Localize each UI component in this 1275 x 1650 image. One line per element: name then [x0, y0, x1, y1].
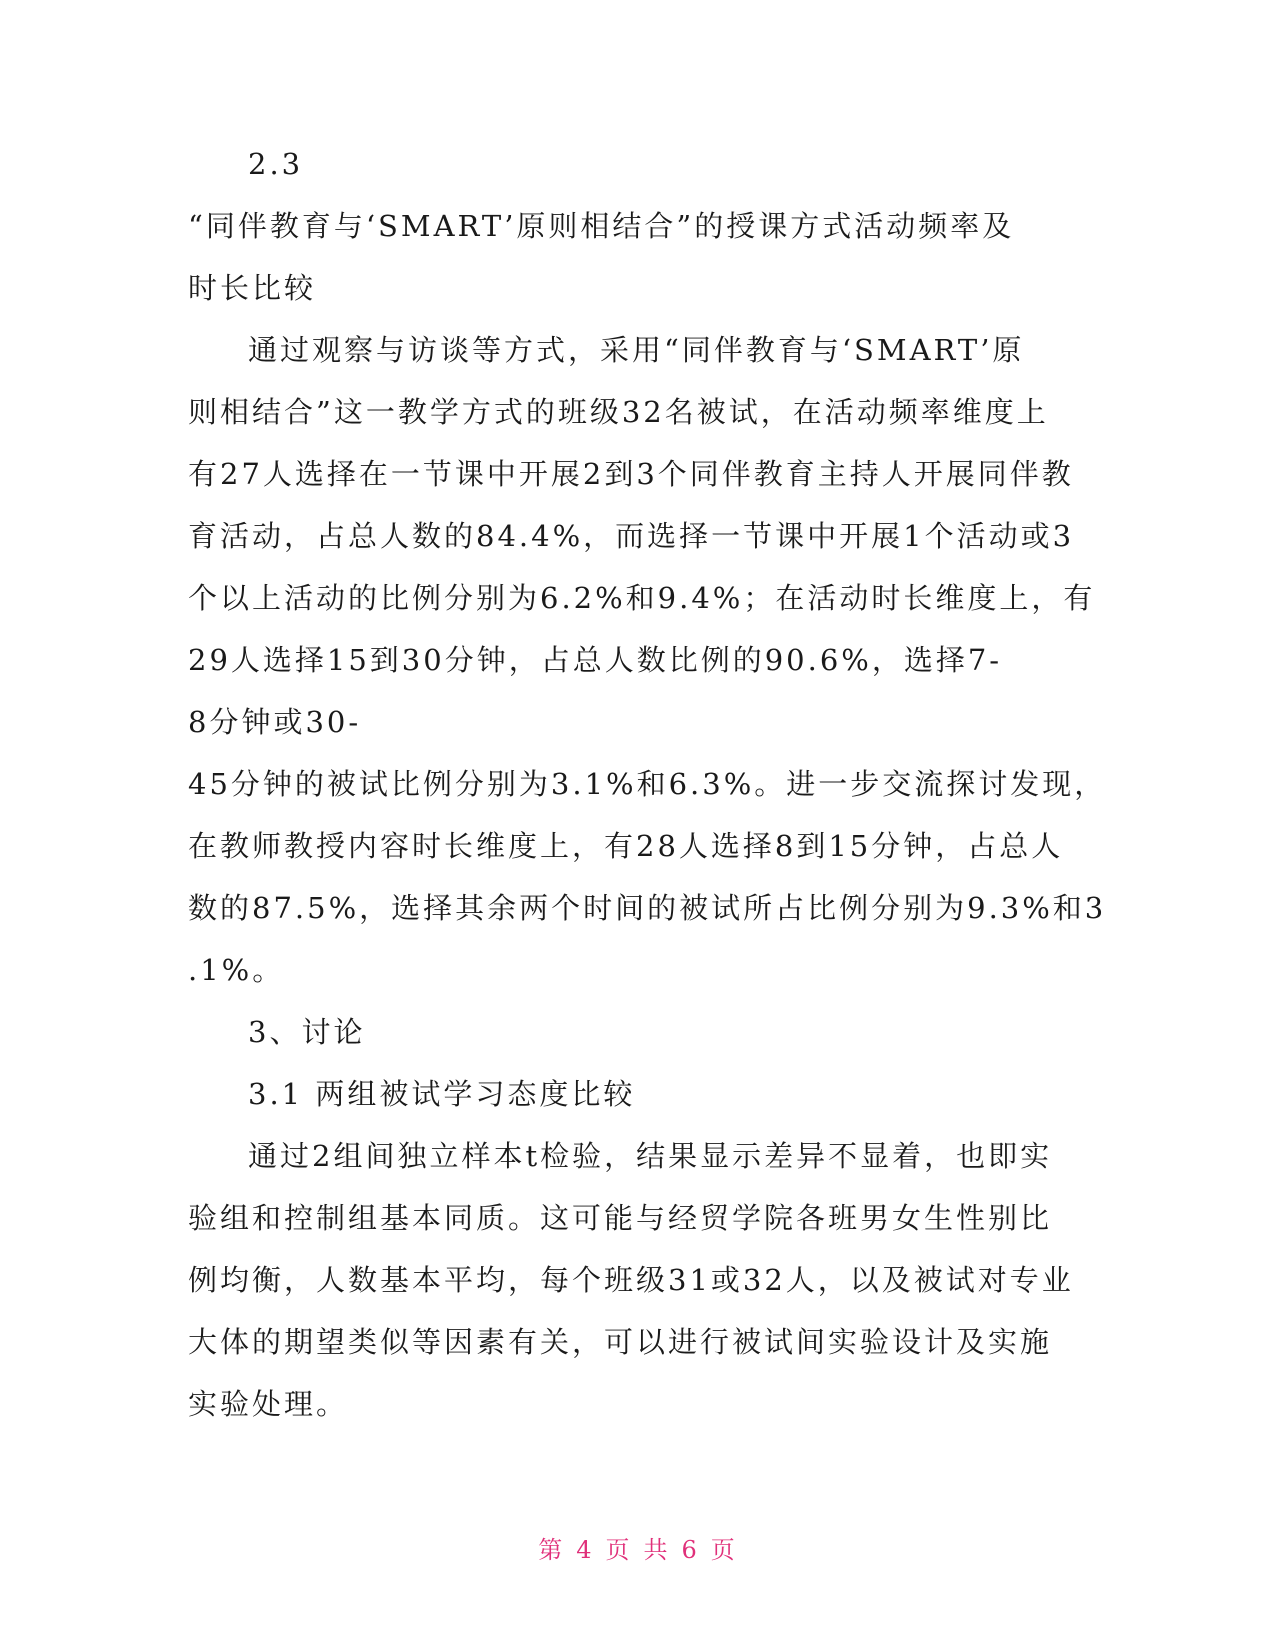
- paragraph-line: 29人选择15到30分钟，占总人数比例的90.6%，选择7-: [188, 643, 1003, 677]
- paragraph-line: 育活动，占总人数的84.4%，而选择一节课中开展1个活动或3: [188, 519, 1075, 553]
- section-heading-number: 2.3: [248, 147, 304, 181]
- paragraph-line: 例均衡，人数基本平均，每个班级31或32人，以及被试对专业: [188, 1263, 1074, 1297]
- paragraph-line: 有27人选择在一节课中开展2到3个同伴教育主持人开展同伴教: [188, 457, 1074, 491]
- footer-total-pages: 6: [681, 1536, 699, 1564]
- paragraph-line: 验组和控制组基本同质。这可能与经贸学院各班男女生性别比: [188, 1201, 1053, 1235]
- paragraph-line: 则相结合”这一教学方式的班级32名被试，在活动频率维度上: [188, 395, 1049, 429]
- paragraph-line: 数的87.5%，选择其余两个时间的被试所占比例分别为9.3%和3: [188, 891, 1107, 925]
- section-heading-line: “同伴教育与‘SMART’原则相结合”的授课方式活动频率及: [188, 209, 1015, 243]
- paragraph-line: 通过2组间独立样本t检验，结果显示差异不显着，也即实: [248, 1139, 1053, 1173]
- footer-current-page: 4: [576, 1536, 594, 1564]
- paragraph-line: .1%。: [188, 953, 285, 987]
- footer-page-label: 页: [605, 1536, 632, 1564]
- footer-total-suffix: 页: [710, 1536, 737, 1564]
- subsection-heading: 3.1 两组被试学习态度比较: [248, 1077, 636, 1111]
- paragraph-line: 大体的期望类似等因素有关，可以进行被试间实验设计及实施: [188, 1325, 1053, 1359]
- paragraph-line: 8分钟或30-: [188, 705, 362, 739]
- section-heading-line: 时长比较: [188, 271, 317, 305]
- footer-prefix: 第: [538, 1536, 565, 1564]
- paragraph-line: 通过观察与访谈等方式，采用“同伴教育与‘SMART’原: [248, 333, 1025, 367]
- footer-total-prefix: 共: [643, 1536, 670, 1564]
- paragraph-line: 在教师教授内容时长维度上，有28人选择8到15分钟，占总人: [188, 829, 1064, 863]
- page-footer: [0, 1530, 1275, 1565]
- paragraph-line: 实验处理。: [188, 1387, 349, 1421]
- section-heading-discussion: 3、讨论: [248, 1015, 366, 1049]
- paragraph-line: 45分钟的被试比例分别为3.1%和6.3%。进一步交流探讨发现，: [188, 767, 1107, 801]
- paragraph-line: 个以上活动的比例分别为6.2%和9.4%；在活动时长维度上，有: [188, 581, 1096, 615]
